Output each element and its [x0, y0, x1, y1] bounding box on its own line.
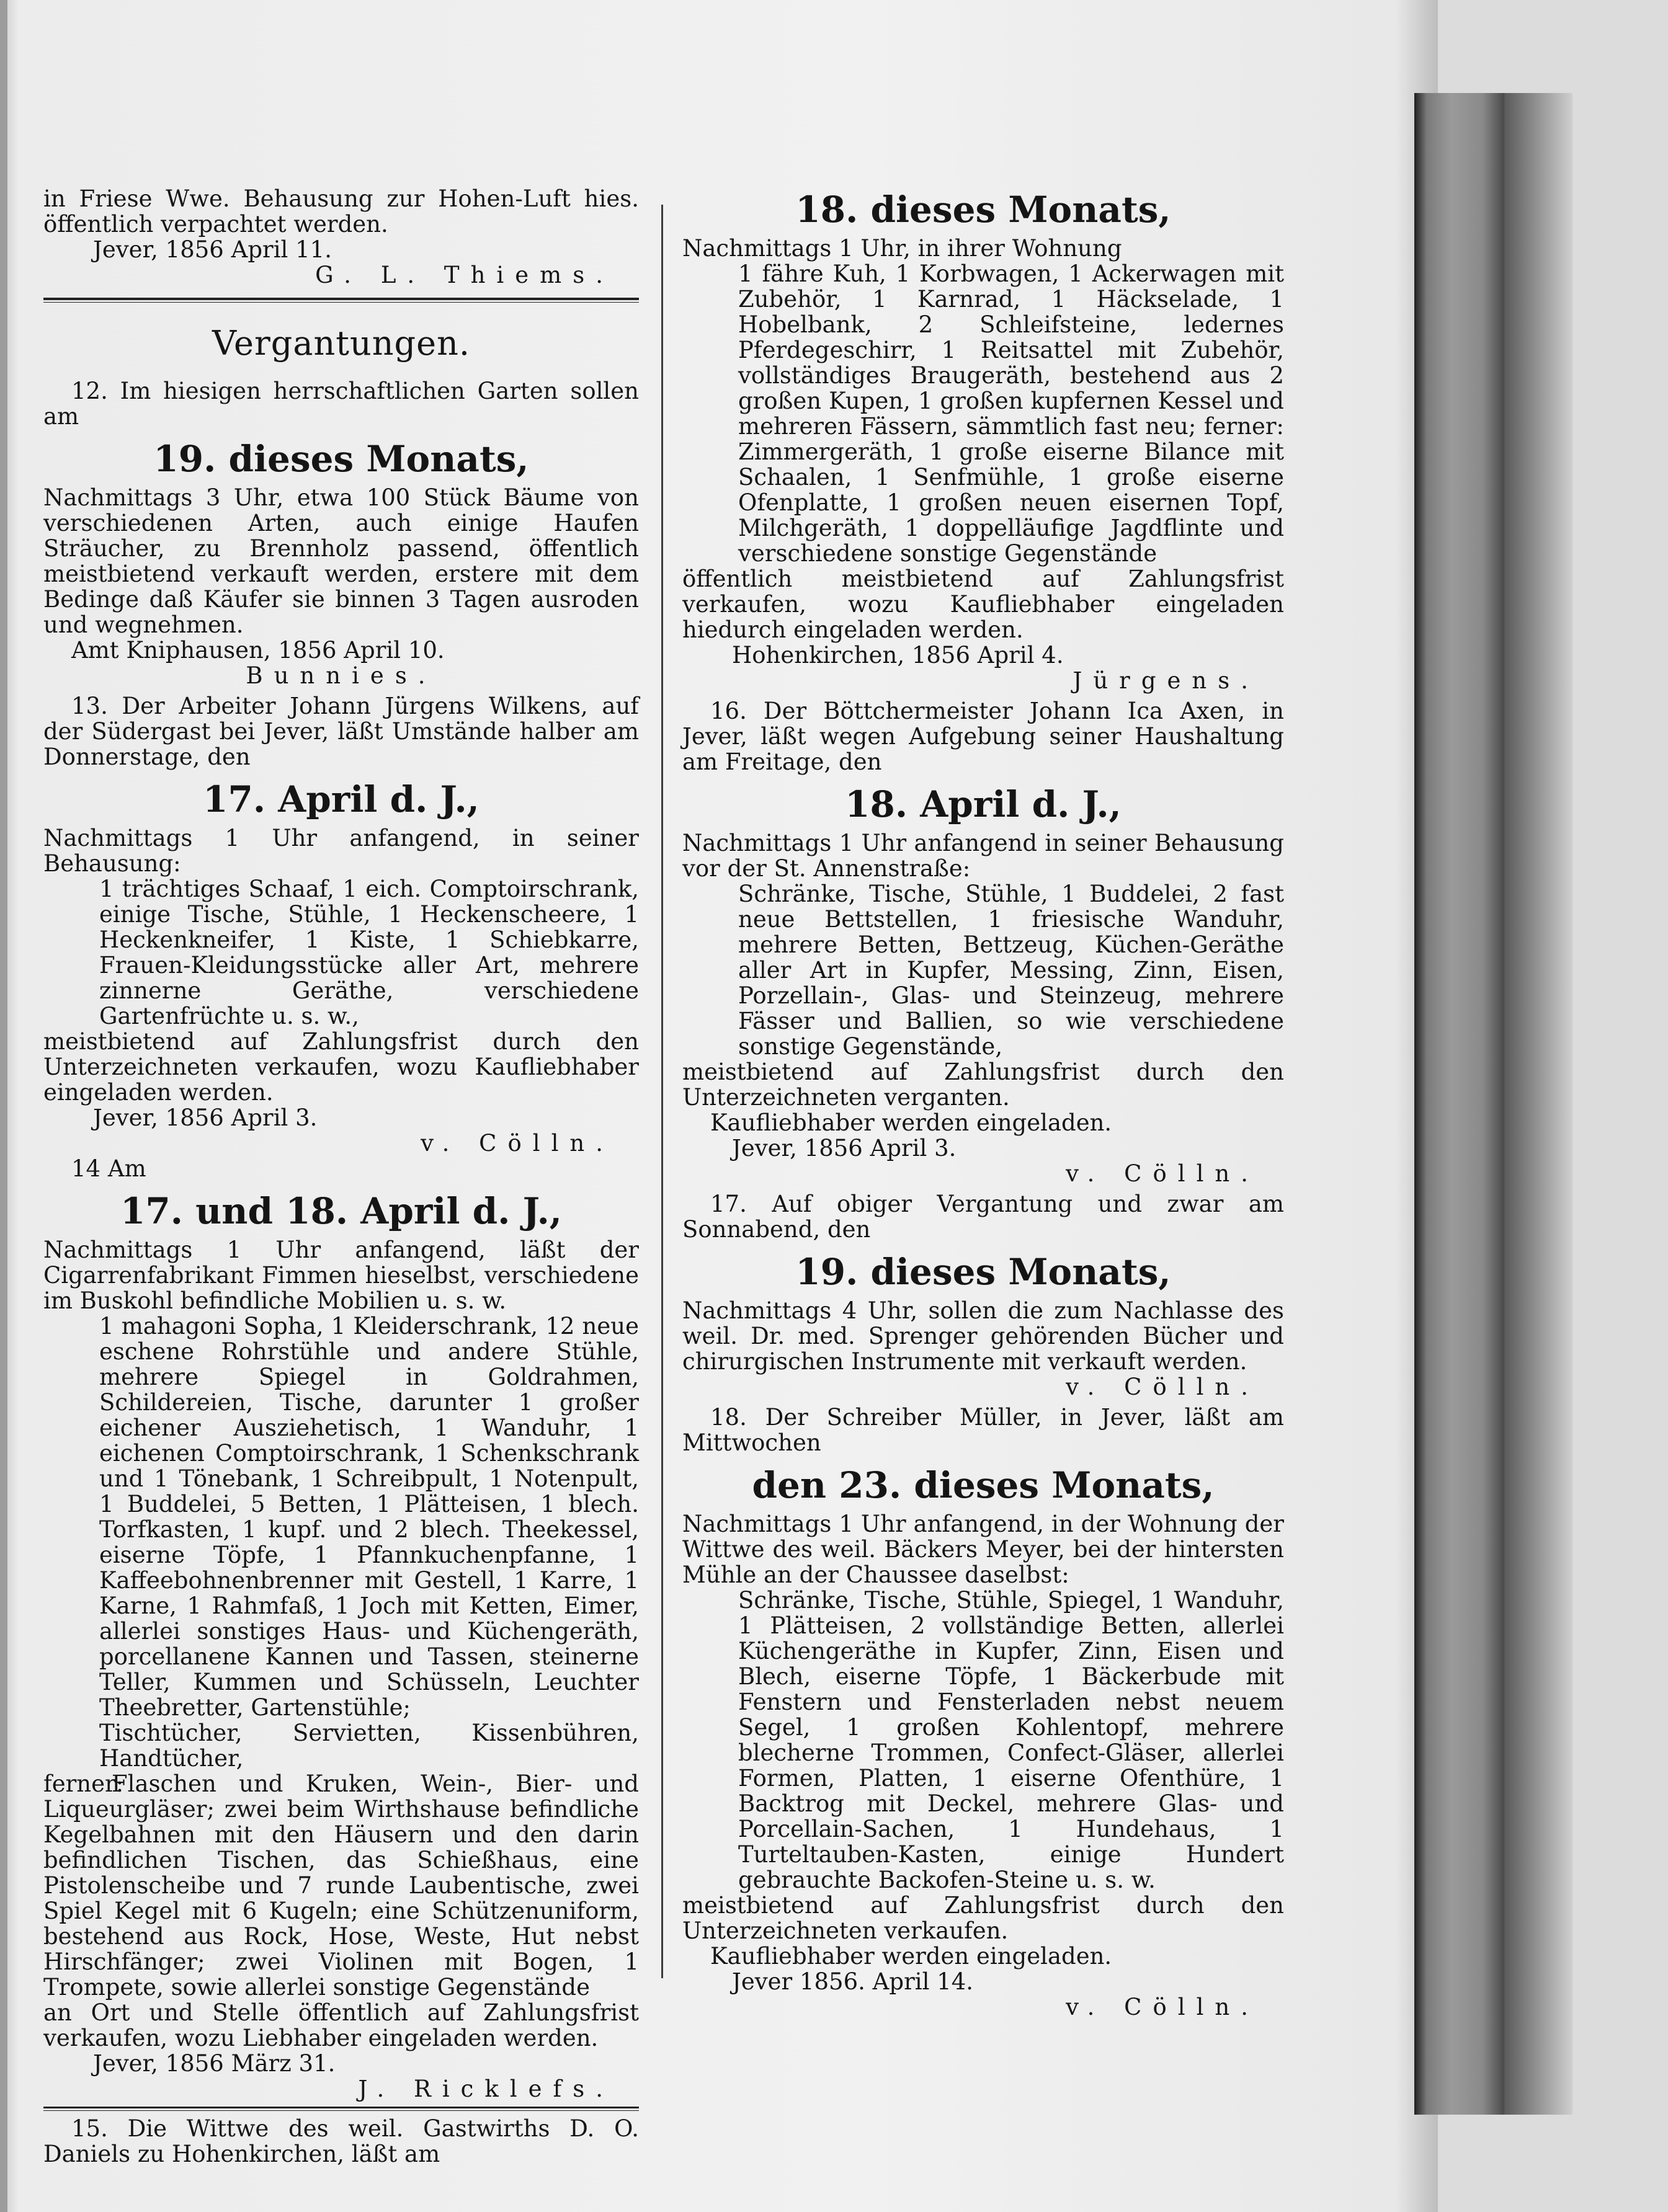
notice-17-date-heading: 19. dieses Monats,	[795, 1251, 1171, 1293]
notice-16-date-heading: 18. April d. J.,	[845, 783, 1122, 825]
binding-shadow	[1504, 93, 1572, 2115]
notice-14-date-heading: 17. und 18. April d. J.,	[120, 1190, 562, 1232]
notice-15-close: öffentlich meistbietend auf Zahlungsfrist verkaufen, wozu Kaufliebhaber eingeladen hiedurch eingeladen werden.	[682, 566, 1284, 643]
notice-16-invite: Kaufliebhaber werden eingeladen.	[710, 1109, 1112, 1136]
notice-11-tail: in Friese Wwe. Behausung zur Hohen-Luft hies. öffentlich verpachtet werden.	[43, 185, 639, 238]
notice-18-close: meistbietend auf Zahlungsfrist durch den Unterzeichneten verkaufen.	[682, 1892, 1284, 1944]
notice-18-date-heading: den 23. dieses Monats,	[752, 1464, 1215, 1506]
notice-11-date: Jever, 1856 April 11.	[93, 236, 332, 263]
notice-14-signature: J. Ricklefs.	[358, 2076, 614, 2102]
notice-12-intro: 12. Im hiesigen herrschaftlichen Garten sollen am	[43, 378, 639, 430]
section-rule	[43, 298, 639, 303]
notice-11-signature: G. L. Thiems.	[315, 262, 614, 288]
notice-12-place: Amt Kniphausen, 1856 April 10.	[71, 637, 445, 664]
notice-12-body: Nachmittags 3 Uhr, etwa 100 Stück Bäume von verschiedenen Arten, auch einige Haufen Sträucher, zu Brennholz passend, öffentlich meistbietend verkauft werden, erstere mit dem Bedinge daß Käufer sie binnen 3 Tagen ausroden und wegnehmen.	[43, 484, 639, 638]
notice-18-time: Nachmittags 1 Uhr anfangend, in der Wohnung der Wittwe des weil. Bäckers Meyer, bei der hintersten Mühle an der Chaussee daselbst:	[682, 1511, 1284, 1588]
notice-14-items-linens: Tischtücher, Servietten, Kissenbühren, Handtücher,	[99, 1720, 639, 1772]
notice-13-close: meistbietend auf Zahlungsfrist durch den Unterzeichneten verkaufen, wozu Kaufliebhaber eingeladen werden.	[43, 1028, 639, 1106]
section-heading: Vergantungen.	[212, 324, 471, 363]
notice-16-close: meistbietend auf Zahlungsfrist durch den Unterzeichneten verganten.	[682, 1059, 1284, 1111]
right-column	[682, 186, 1284, 2020]
notice-15-signature: Jürgens.	[1073, 667, 1259, 694]
notice-12-signature: Bunnies.	[246, 662, 437, 689]
ferner-label: ferner:	[43, 1770, 124, 1797]
notice-18-date: Jever 1856. April 14.	[732, 1968, 974, 1995]
notice-14-items-more	[43, 1771, 639, 2000]
notice-16-items: Schränke, Tische, Stühle, 1 Buddelei, 2 fast neue Bettstellen, 1 friesische Wanduhr, mehrere Betten, Bettzeug, Küchen-Geräthe aller Art in Kupfer, Messing, Zinn, Eisen, Porzellain-, Glas- und Steinzeug, mehrere Fässer und Ballien, so wie verschiedene sonstige Gegenstände,	[738, 881, 1284, 1060]
notice-13-date-heading: 17. April d. J.,	[203, 778, 479, 820]
notice-15-date: Hohenkirchen, 1856 April 4.	[732, 642, 1064, 668]
notice-13-date: Jever, 1856 April 3.	[93, 1104, 318, 1131]
notice-14-items: 1 mahagoni Sopha, 1 Kleiderschrank, 12 neue eschene Rohrstühle und andere Stühle, mehrere Spiegel in Goldrahmen, Schildereien, Tische, darunter 1 großer eichener Ausziehetisch, 1 Wanduhr, 1 eichenen Comptoirschrank, 1 Schenkschrank und 1 Tönebank, 1 Schreibpult, 1 Notenpult, 1 Buddelei, 5 Betten, 1 Plätteisen, 1 blech. Torfkasten, 1 kupf. und 2 blech. Theekessel, eiserne Töpfe, 1 Pfannkuchenpfanne, 1 Kaffeebohnenbrenner mit Gestell, 1 Karre, 1 Karne, 1 Rahmfaß, 1 Joch mit Ketten, Eimer, allerlei sonstiges Haus- und Küchengeräth, porcellanene Kannen und Tassen, steinerne Teller, Kummen und Schüsseln, Leuchter Theebretter, Gartenstühle;	[99, 1313, 639, 1721]
notice-17-body: Nachmittags 4 Uhr, sollen die zum Nachlasse des weil. Dr. med. Sprenger gehörenden Bücher und chirurgischen Instrumente mit verkauft werden.	[682, 1297, 1284, 1375]
notice-13-intro: 13. Der Arbeiter Johann Jürgens Wilkens, auf der Südergast bei Jever, läßt Umstände halber am Donnerstage, den	[43, 693, 639, 770]
notice-15-date-heading: 18. dieses Monats,	[795, 189, 1171, 231]
notice-14-items-more-text: Flaschen und Kruken, Wein-, Bier- und Liqueurgläser; zwei beim Wirthshause befindliche Kegelbahnen mit den Häusern und den darin befindlichen Tischen, das Schießhaus, eine Pistolenscheibe und 7 runde Laubentische, zwei Spiel Kegel mit 6 Kugeln; eine Schützenuniform, bestehend aus Rock, Hose, Weste, Hut nebst Hirschfänger; zwei Violinen mit Bogen, 1 Trompete, sowie allerlei sonstige Gegenstände	[43, 1770, 639, 2001]
notice-18-invite: Kaufliebhaber werden eingeladen.	[710, 1943, 1112, 1970]
notice-16-time: Nachmittags 1 Uhr anfangend in seiner Behausung vor der St. Annenstraße:	[682, 830, 1284, 882]
notice-13-signature: v. Cölln.	[421, 1130, 614, 1157]
notice-12-date-heading: 19. dieses Monats,	[153, 438, 529, 480]
book-binding	[1414, 93, 1504, 2115]
notice-17-intro: 17. Auf obiger Vergantung und zwar am Sonnabend, den	[682, 1191, 1284, 1243]
notice-15-time: Nachmittags 1 Uhr, in ihrer Wohnung	[682, 235, 1122, 262]
notice-13-time: Nachmittags 1 Uhr anfangend, in seiner Behausung:	[43, 825, 639, 877]
notice-15-items: 1 fähre Kuh, 1 Korbwagen, 1 Ackerwagen mit Zubehör, 1 Karnrad, 1 Häckselade, 1 Hobelbank, 2 Schleifsteine, ledernes Pferdegeschirr, 1 Reitsattel mit Zubehör, vollständiges Braugeräth, bestehend aus 2 großen Kupen, 1 großen kupfernen Kessel und mehreren Fässern, sämmtlich fast neu; ferner: Zimmergeräth, 1 große eiserne Bilance mit Schaalen, 1 Senfmühle, 1 große eiserne Ofenplatte, 1 großen neuen eisernen Topf, Milchgeräth, 1 doppelläufige Jagdflinte und verschiedene sonstige Gegenstände	[738, 260, 1284, 567]
notice-14-body: Nachmittags 1 Uhr anfangend, läßt der Cigarrenfabrikant Fimmen hieselbst, verschiedene im Buskohl befindliche Mobilien u. s. w.	[43, 1237, 639, 1314]
notice-18-items: Schränke, Tische, Stühle, Spiegel, 1 Wanduhr, 1 Plätteisen, 2 vollständige Betten, allerlei Küchengeräthe in Kupfer, Zinn, Eisen und Blech, eiserne Töpfe, 1 Bäckerbude mit Fenstern und Fensterladen nebst neuem Segel, 1 großen Kohlentopf, mehrere blecherne Trommen, Confect-Gläser, allerlei Formen, Platten, 1 eiserne Ofenthüre, 1 Backtrog mit Deckel, mehrere Glas- und Porcellain-Sachen, 1 Hundehaus, 1 Turteltauben-Kasten, einige Hundert gebrauchte Backofen-Steine u. s. w.	[738, 1587, 1284, 1893]
notice-18-intro: 18. Der Schreiber Müller, in Jever, läßt am Mittwochen	[682, 1404, 1284, 1456]
notice-14-close: an Ort und Stelle öffentlich auf Zahlungsfrist verkaufen, wozu Liebhaber eingeladen werden.	[43, 1999, 639, 2051]
left-column	[43, 186, 639, 2167]
notice-16-intro: 16. Der Böttchermeister Johann Ica Axen, in Jever, läßt wegen Aufgebung seiner Haushaltung am Freitage, den	[682, 698, 1284, 775]
notice-18-signature: v. Cölln.	[1066, 1994, 1259, 2020]
notice-15-intro: 15. Die Wittwe des weil. Gastwirths D. O. Daniels zu Hohenkirchen, läßt am	[43, 2115, 639, 2167]
notice-16-signature: v. Cölln.	[1066, 1160, 1259, 1187]
notice-separator	[43, 2107, 639, 2111]
column-divider	[661, 205, 663, 1978]
notice-17-signature: v. Cölln.	[1066, 1374, 1259, 1400]
notice-14-intro: 14 Am	[71, 1155, 146, 1182]
notice-16-date: Jever, 1856 April 3.	[732, 1135, 957, 1162]
notice-13-items: 1 trächtiges Schaaf, 1 eich. Comptoirschrank, einige Tische, Stühle, 1 Heckenscheere, 1 Heckenkneifer, 1 Kiste, 1 Schiebkarre, Frauen-Kleidungsstücke aller Art, mehrere zinnerne Geräthe, verschiedene Gartenfrüchte u. s. w.,	[99, 876, 639, 1029]
page-left-edge	[0, 0, 7, 2212]
notice-14-date: Jever, 1856 März 31.	[93, 2050, 336, 2077]
